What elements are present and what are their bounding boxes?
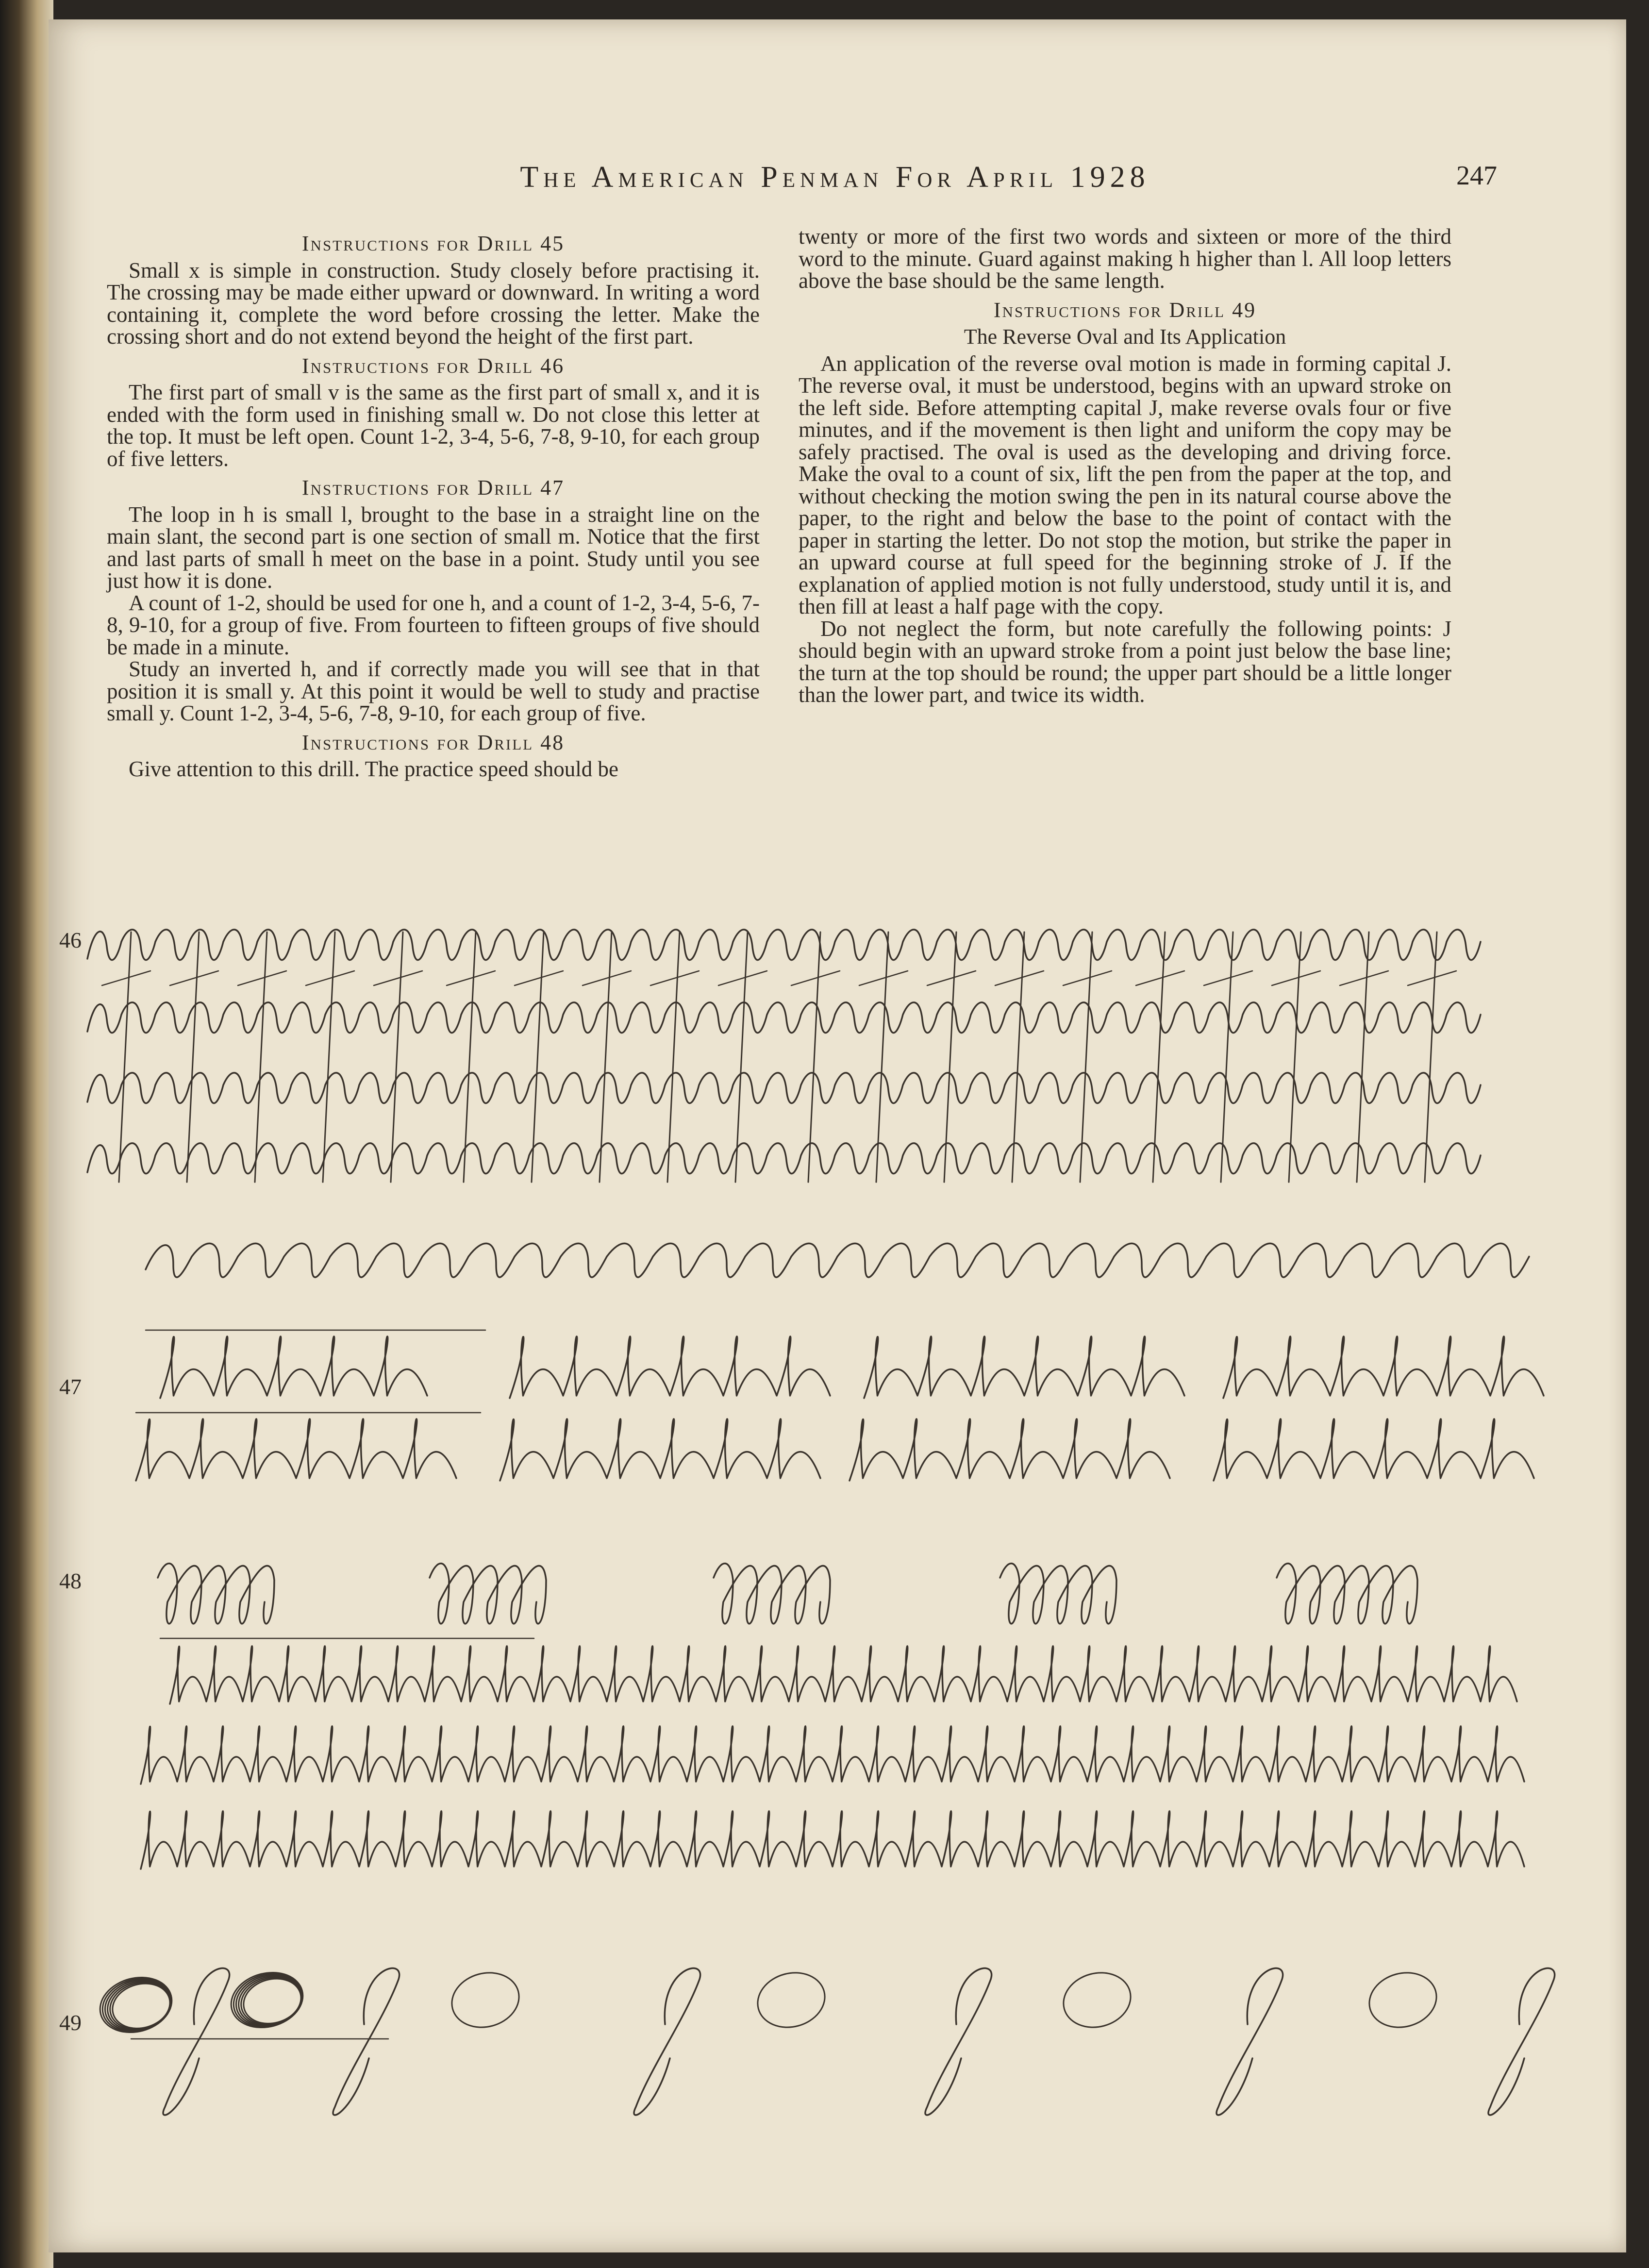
- x-crossing-stroke: [1221, 932, 1233, 1182]
- drill-49-label: 49: [59, 2010, 82, 2035]
- h-letter-group: [160, 1336, 427, 1398]
- x-crossing-stroke: [718, 971, 767, 985]
- h-letter-group: [1223, 1336, 1544, 1398]
- x-crossing-stroke: [102, 971, 150, 985]
- x-crossing-stroke: [650, 971, 699, 985]
- drill47-paragraph-1: The loop in h is small l, brought to the base in a straight line on the main slant, the second part is one section of small m. Notice that the first and last parts of small h meet on the base in a point. Study until you see just how it is done.: [107, 502, 760, 593]
- drill-47-label: 47: [59, 1374, 82, 1399]
- page-number: 247: [1456, 161, 1497, 191]
- drill48-heading: Instructions for Drill 48: [301, 730, 565, 754]
- x-crossing-stroke: [791, 971, 840, 985]
- oval-j-script-row: [94, 1965, 1554, 2115]
- y-letter-group: [158, 1564, 274, 1624]
- vx-crossing-grid: [87, 930, 1481, 1182]
- x-crossing-stroke: [170, 971, 218, 985]
- x-crossing-stroke: [1136, 971, 1184, 985]
- capital-j-stroke: [333, 1968, 400, 2115]
- h-letter-group: [500, 1419, 820, 1481]
- h-letter-group: [849, 1419, 1170, 1481]
- capital-j-stroke: [925, 1968, 992, 2115]
- x-crossing-stroke: [995, 971, 1044, 985]
- x-crossing-stroke: [447, 971, 495, 985]
- x-crossing-stroke: [306, 971, 354, 985]
- v-letter-row: [87, 1073, 1481, 1103]
- drill49-paragraph-1: An application of the reverse oval motion is made in forming capital J. The reverse oval, it must be understood, begins with an upward stroke on the left side. Before attempting capital J, make reverse ovals four or five minutes, and if the movement is then light and uniform the copy may be safely practised. The oval is used as the developing and driving force. Make the oval to a count of six, lift the pen from the paper at the top, and without checking the motion swing the pen in its natural course above the paper, to the right and below the base to the point of contact with the paper in starting the letter. Do not stop the motion, but strike the paper in an upward course at full speed for the beginning stroke of J. If the explanation of applied motion is not fully understood, study until it is, and then fill at least a half page with the copy.: [799, 351, 1451, 618]
- hull-script-row: [141, 1726, 1524, 1784]
- capital-j-stroke: [163, 1968, 230, 2115]
- drill47-heading: Instructions for Drill 47: [301, 476, 565, 500]
- y-letter-group: [714, 1564, 830, 1624]
- drill49-heading: Instructions for Drill 49: [993, 298, 1257, 322]
- copy-underlines: [131, 1330, 534, 2039]
- capital-j-stroke: [1488, 1968, 1555, 2115]
- x-crossing-stroke: [1425, 932, 1437, 1182]
- drill49-paragraph-2: Do not neglect the form, but note carefully the following points: J should begin with an upward stroke from a point just below the base line; the turn at the top should be round; the upper part should be a little longer than the lower part, and twice its width.: [799, 616, 1451, 707]
- x-crossing-stroke: [1357, 932, 1369, 1182]
- x-crossing-stroke: [374, 971, 422, 985]
- drill46-paragraph: The first part of small v is the same as the first part of small x, and it is ended with the form used in finishing small w. Do not close this letter at the top. It must be left open. Count 1-2, 3-4, 5-6, 7-8, 9-10, for each group of five letters.: [107, 380, 760, 471]
- x-crossing-stroke: [927, 971, 976, 985]
- reverse-oval-stroke: [1057, 1966, 1137, 2035]
- penmanship-plates: [49, 19, 1626, 2252]
- hill-script-row: [170, 1646, 1517, 1704]
- capital-j-stroke: [1216, 1968, 1283, 2115]
- x-crossing-stroke: [859, 971, 908, 985]
- reverse-oval-stroke: [1363, 1966, 1443, 2035]
- capital-j-stroke: [634, 1968, 700, 2115]
- drill49-subheading: The Reverse Oval and Its Application: [964, 325, 1286, 349]
- drill47-paragraph-3: Study an inverted h, and if correctly made you will see that in that position it is small y. At this point it would be well to study and practise small y. Count 1-2, 3-4, 5-6, 7-8, 9-10, for each group of five.: [107, 657, 760, 725]
- x-crossing-stroke: [238, 971, 286, 985]
- drill47-paragraph-2: A count of 1-2, should be used for one h, and a count of 1-2, 3-4, 5-6, 7-8, 9-10, for a group of five. From fourteen to fifteen groups of five should be made in a minute.: [107, 590, 760, 659]
- h-letter-group: [864, 1336, 1184, 1398]
- book-binding-edge: [0, 0, 53, 2268]
- x-crossing-stroke: [1340, 971, 1388, 985]
- x-crossing-stroke: [1063, 971, 1112, 985]
- h-letter-group: [1214, 1419, 1534, 1481]
- x-crossing-stroke: [1289, 932, 1301, 1182]
- v-letter-row: [87, 930, 1481, 960]
- y-letter-group: [1000, 1564, 1116, 1624]
- x-crossing-stroke: [515, 971, 563, 985]
- x-crossing-stroke: [1272, 971, 1320, 985]
- drill-48-label: 48: [59, 1568, 82, 1593]
- drill46-heading: Instructions for Drill 46: [301, 353, 565, 378]
- y-script-row: [158, 1564, 1417, 1624]
- hull-word-stroke: [141, 1726, 1524, 1784]
- running-head: The American Penman For April 1928: [520, 161, 1150, 194]
- waive-word-stroke: [146, 1243, 1529, 1277]
- drill48-paragraph: Give attention to this drill. The practice speed should be: [129, 757, 618, 781]
- waive-script-row: [146, 1243, 1529, 1277]
- drill45-paragraph: Small x is simple in construction. Study closely before practising it. The crossing may be made either upward or downward. In writing a word containing it, complete the word before crossing the letter. Make the crossing short and do not extend beyond the height of the first part.: [107, 258, 760, 349]
- v-letter-row: [87, 1002, 1481, 1033]
- h-script-row-1: [160, 1336, 1544, 1398]
- drill45-heading: Instructions for Drill 45: [301, 232, 565, 255]
- reverse-oval-stroke: [751, 1966, 831, 2035]
- x-crossing-stroke: [583, 971, 631, 985]
- h-letter-group: [510, 1336, 830, 1398]
- x-crossing-stroke: [1408, 971, 1456, 985]
- h-script-row-2: [136, 1419, 1534, 1481]
- h-letter-group: [136, 1419, 456, 1481]
- reverse-oval-stroke: [446, 1966, 525, 2035]
- v-letter-row: [87, 1143, 1481, 1174]
- drill-46-label: 46: [59, 928, 82, 952]
- x-crossing-stroke: [1204, 971, 1252, 985]
- hill-word-stroke: [170, 1646, 1517, 1704]
- hilly-word-stroke: [141, 1811, 1524, 1869]
- y-letter-group: [1277, 1564, 1417, 1624]
- x-crossing-stroke: [1153, 932, 1165, 1182]
- hilly-script-row: [141, 1811, 1524, 1869]
- magazine-page: [49, 19, 1626, 2252]
- y-letter-group: [430, 1564, 546, 1624]
- drill48-continuation: twenty or more of the first two words and sixteen or more of the third word to the minute. Guard against making h higher than l. All loop letters above the base should be the same length.: [799, 224, 1451, 293]
